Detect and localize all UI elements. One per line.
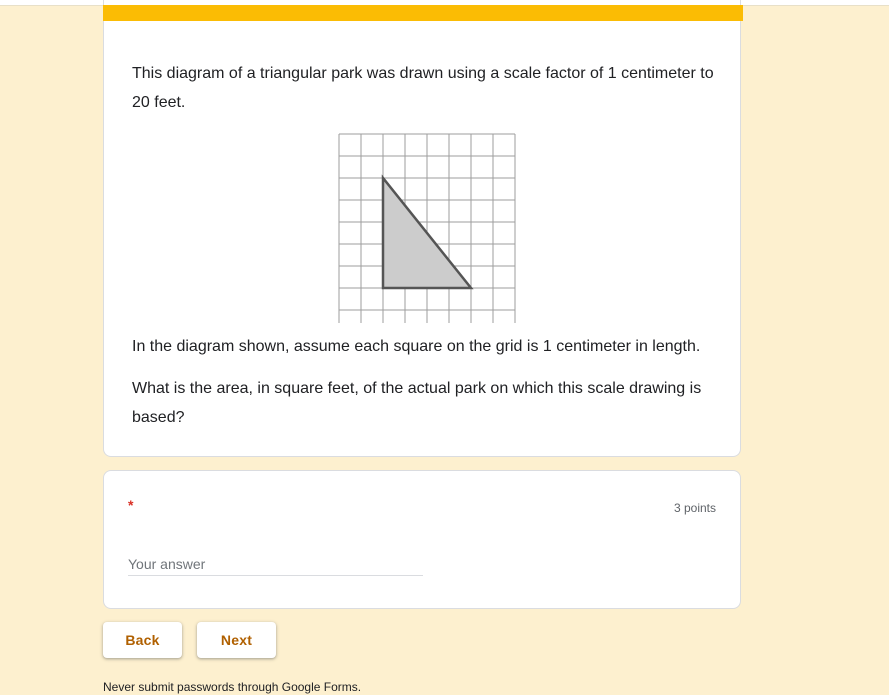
answer-input[interactable] <box>128 553 423 576</box>
points-label: 3 points <box>673 501 716 515</box>
question-text-scale: This diagram of a triangular park was drawn using a scale factor of 1 centimeter to 20 feet. <box>132 65 714 111</box>
question-text-prompt: What is the area, in square feet, of the actual park on which this scale drawing is based? <box>132 380 702 426</box>
answer-card <box>103 470 741 609</box>
card-accent-bar <box>103 5 743 21</box>
password-warning: Never submit passwords through Google Forms. <box>103 680 362 694</box>
required-asterisk: * <box>128 497 134 513</box>
next-button[interactable]: Next <box>197 622 276 658</box>
question-card <box>103 0 741 457</box>
triangle-grid-diagram <box>338 133 516 323</box>
back-button[interactable]: Back <box>103 622 182 658</box>
grid-lines <box>339 134 515 323</box>
question-text-grid-note: In the diagram shown, assume each square on the grid is 1 centimeter in length. <box>132 338 701 355</box>
